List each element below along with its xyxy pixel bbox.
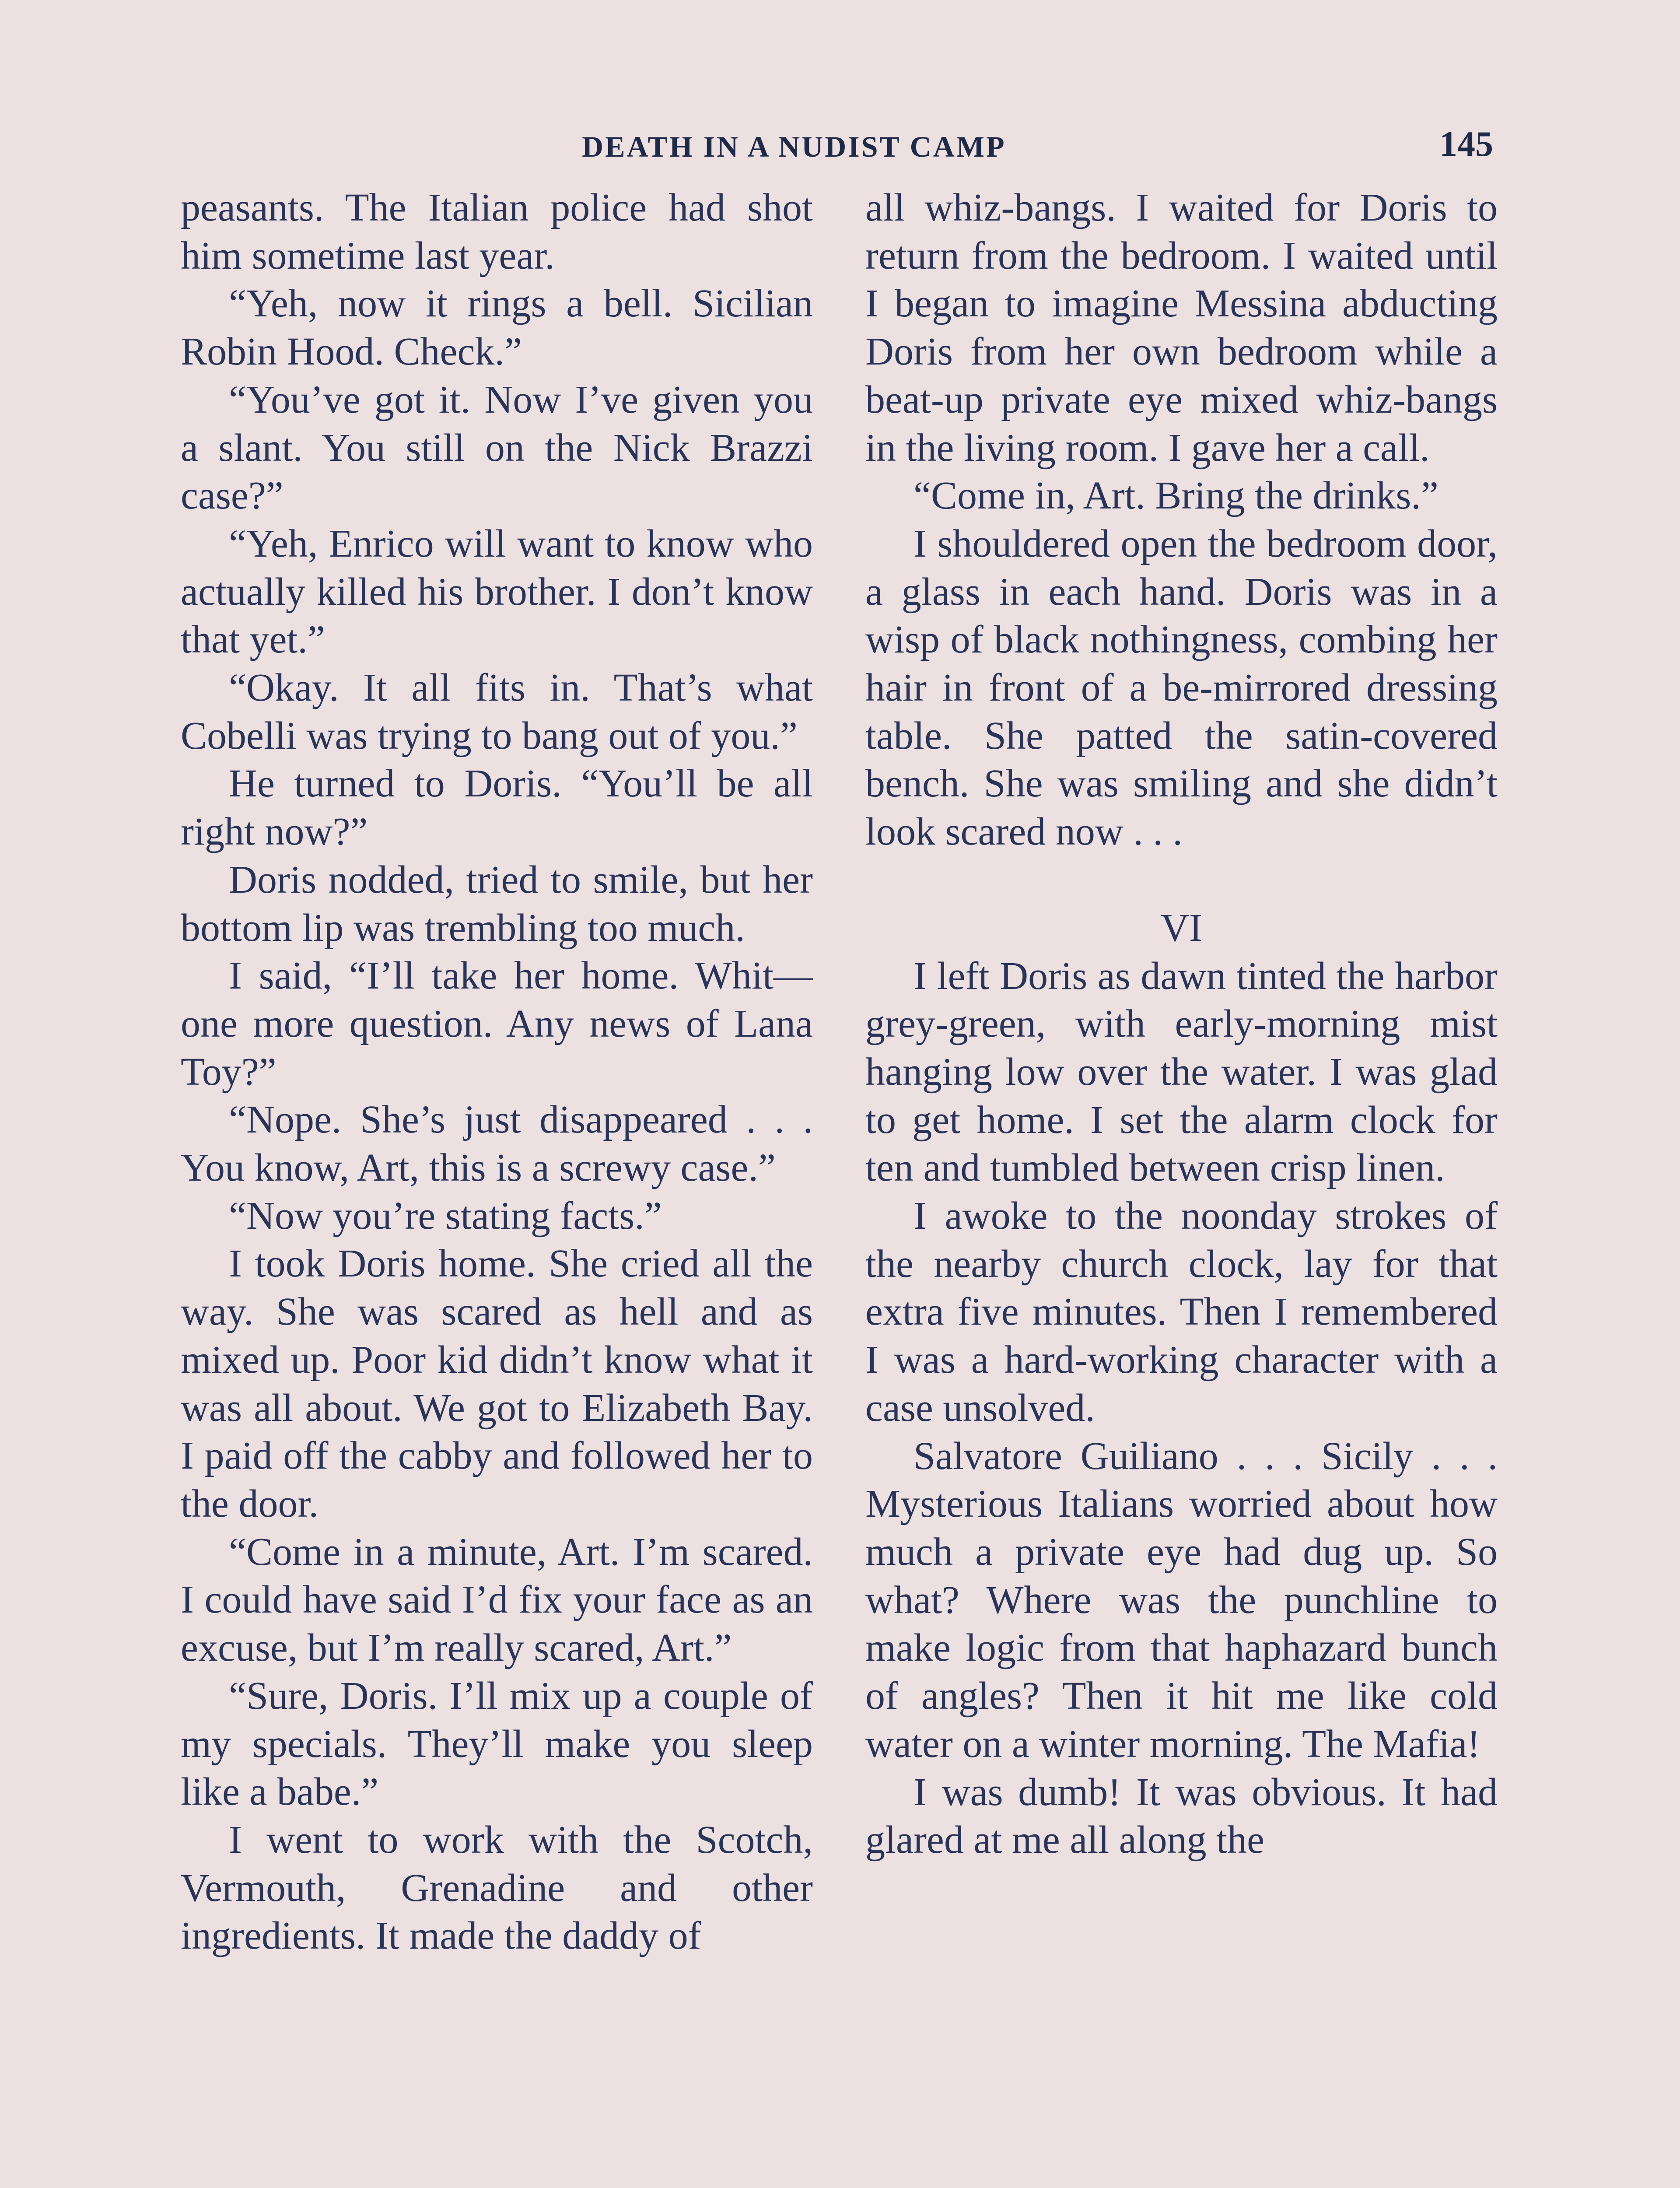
paragraph: “Yeh, now it rings a bell. Sicilian Robin Hood. Check.” <box>181 282 813 374</box>
paragraph: I left Doris as dawn tinted the harbor grey-green, with early-morning mist hanging low over the water. I was glad to get home. I set the alarm clock for ten and tumbled between crisp linen. <box>865 954 1498 1190</box>
paragraph: “Now you’re stating facts.” <box>229 1194 662 1238</box>
paragraph: “Nope. She’s just disappeared . . . You know, Art, this is a screwy case.” <box>181 1098 813 1190</box>
paragraph: peasants. The Italian police had shot him sometime last year. <box>181 186 813 277</box>
paragraph: “You’ve got it. Now I’ve given you a slant. You still on the Nick Brazzi case?” <box>181 378 813 518</box>
paragraph: I went to work with the Scotch, Vermouth, Grenadine and other ingredients. It made the daddy of <box>181 1818 813 1958</box>
paragraph: “Yeh, Enrico will want to know who actually killed his brother. I don’t know that yet.” <box>181 522 813 662</box>
paragraph: Doris nodded, tried to smile, but her bottom lip was trembling too much. <box>181 858 813 950</box>
paragraph: “Sure, Doris. I’ll mix up a couple of my specials. They’ll make you sleep like a babe.” <box>181 1674 813 1814</box>
paragraph: Salvatore Guiliano . . . Sicily . . . Mysterious Italians worried about how much a private eye had dug up. So what? Where was the punchline to make logic from that haphazard bunch of angles? Then it hit me like cold water on a winter morning. The Mafia! <box>865 1434 1498 1766</box>
paragraph: all whiz-bangs. I waited for Doris to return from the bedroom. I waited until I began to imagine Messina abducting Doris from her own bedroom while a beat-up private eye mixed whiz-bangs in the living room. I gave her a call. <box>865 186 1498 470</box>
left-column <box>181 184 813 1960</box>
paragraph: “Come in a minute, Art. I’m scared. I could have said I’d fix your face as an excuse, but I’m really scared, Art.” <box>181 1530 813 1670</box>
paragraph: I took Doris home. She cried all the way. She was scared as hell and as mixed up. Poor kid didn’t know what it was all about. We got to Elizabeth Bay. I paid off the cabby and followed her to the door. <box>181 1242 813 1525</box>
paragraph: “Okay. It all fits in. That’s what Cobelli was trying to bang out of you.” <box>181 666 813 757</box>
paragraph: I was dumb! It was obvious. It had glared at me all along the <box>865 1770 1498 1862</box>
paragraph: I awoke to the noonday strokes of the nearby church clock, lay for that extra five minutes. Then I remembered I was a hard-working character with a case unsolved. <box>865 1194 1498 1430</box>
paragraph: “Come in, Art. Bring the drinks.” <box>914 474 1438 518</box>
paragraph: I said, “I’ll take her home. Whit—one more question. Any news of Lana Toy?” <box>181 954 813 1094</box>
paragraph: He turned to Doris. “You’ll be all right now?” <box>181 762 813 854</box>
right-column <box>865 184 1498 1864</box>
section-heading: VI <box>1161 906 1202 950</box>
page-number: 145 <box>1439 124 1493 164</box>
running-title: DEATH IN A NUDIST CAMP <box>582 130 1006 163</box>
paragraph: I shouldered open the bedroom door, a glass in each hand. Doris was in a wisp of black nothingness, combing her hair in front of a be-mirrored dressing table. She patted the satin-covered bench. She was smiling and she didn’t look scared now . . . <box>865 522 1498 854</box>
